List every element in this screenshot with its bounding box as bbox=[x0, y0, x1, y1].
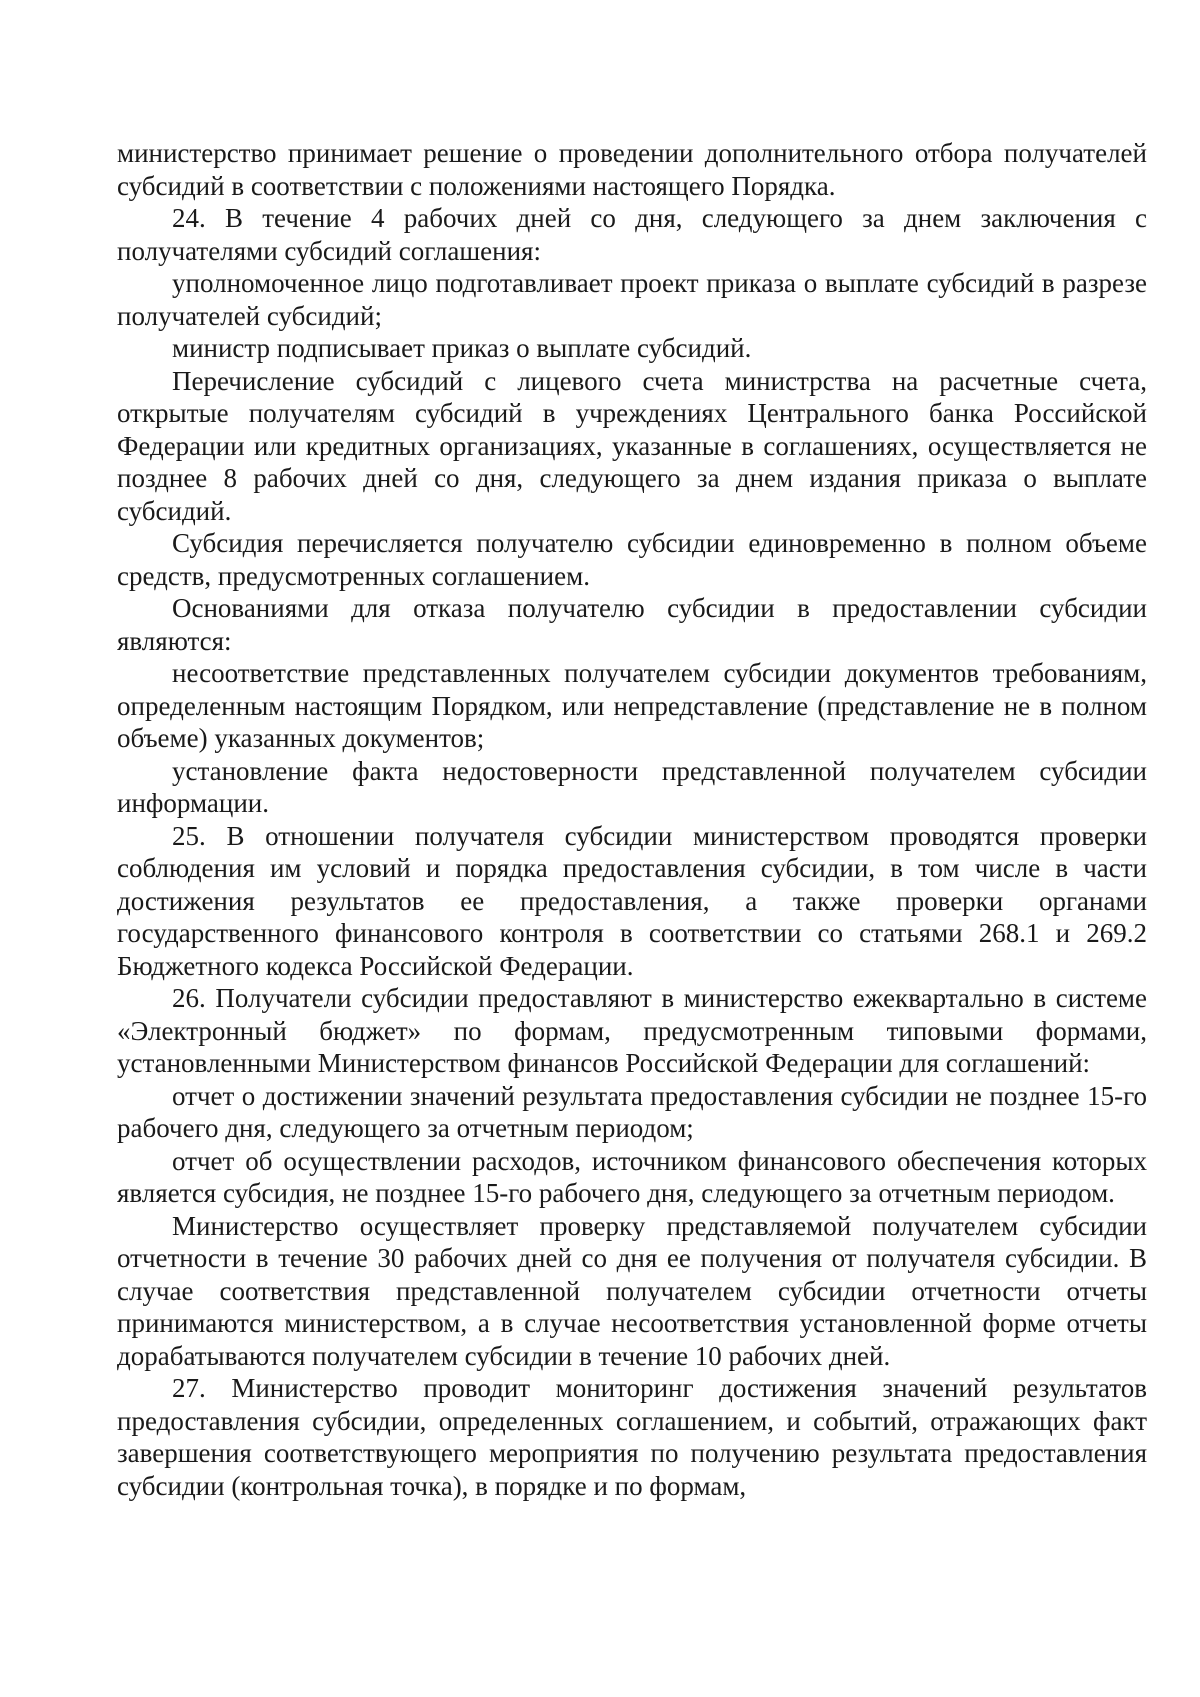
paragraph-continuation: министерство принимает решение о проведении дополнительного отбора получателей субсидий в соответствии с положениями настоящего Порядка. bbox=[117, 138, 1147, 201]
paragraph-item-27: 27. Министерство проводит мониторинг достижения значений результатов предоставления субсидии, определенных соглашением, и событий, отражающих факт завершения соответствующего мероприятия по получению результата предоставления субсидии (контрольная точка), в порядке и по формам, bbox=[117, 1373, 1147, 1501]
paragraph-minister-signs: министр подписывает приказ о выплате субсидий. bbox=[172, 333, 752, 363]
document-body bbox=[117, 137, 1147, 1502]
paragraph-noncompliance: несоответствие представленных получателем субсидии документов требованиям, определенным настоящим Порядком, или непредставление (представление не в полном объеме) указанных документов; bbox=[117, 658, 1147, 753]
paragraph-lump-sum: Субсидия перечисляется получателю субсидии единовременно в полном объеме средств, предусмотренных соглашением. bbox=[117, 528, 1147, 591]
paragraph-item-25: 25. В отношении получателя субсидии министерством проводятся проверки соблюдения им условий и порядка предоставления субсидии, в том числе в части достижения результатов ее предоставления, а также проверки органами государственного финансового контроля в соответствии со статьями 268.1 и 269.2 Бюджетного кодекса Российской Федерации. bbox=[117, 820, 1147, 981]
paragraph-ministry-review: Министерство осуществляет проверку представляемой получателем субсидии отчетности в течение 30 рабочих дней со дня ее получения от получателя субсидии. В случае соответствия представленной получателем субсидии отчетности отчеты принимаются министерством, а в случае несоответствия установленной форме отчеты дорабатываются получателем субсидии в течение 10 рабочих дней. bbox=[117, 1210, 1147, 1371]
paragraph-unreliable-info: установление факта недостоверности представленной получателем субсидии информации. bbox=[117, 755, 1147, 818]
paragraph-item-24: 24. В течение 4 рабочих дней со дня, следующего за днем заключения с получателями субсидий соглашения: bbox=[117, 203, 1147, 266]
paragraph-authorized-person: уполномоченное лицо подготавливает проект приказа о выплате субсидий в разрезе получателей субсидий; bbox=[117, 268, 1147, 331]
paragraph-report-results: отчет о достижении значений результата предоставления субсидии не позднее 15-го рабочего дня, следующего за отчетным периодом; bbox=[117, 1080, 1147, 1143]
paragraph-transfer-subsidies: Перечисление субсидий с лицевого счета министрства на расчетные счета, открытые получателям субсидий в учреждениях Центрального банка Российской Федерации или кредитных организациях, указанные в соглашениях, осуществляется не позднее 8 рабочих дней со дня, следующего за днем издания приказа о выплате субсидий. bbox=[117, 365, 1147, 526]
paragraph-report-expenses: отчет об осуществлении расходов, источником финансового обеспечения которых является субсидия, не позднее 15-го рабочего дня, следующего за отчетным периодом. bbox=[117, 1145, 1147, 1208]
paragraph-item-26: 26. Получатели субсидии предоставляют в министерство ежеквартально в системе «Электронный бюджет» по формам, предусмотренным типовыми формами, установленными Министерством финансов Российской Федерации для соглашений: bbox=[117, 983, 1147, 1078]
paragraph-refusal-grounds: Основаниями для отказа получателю субсидии в предоставлении субсидии являются: bbox=[117, 593, 1147, 656]
